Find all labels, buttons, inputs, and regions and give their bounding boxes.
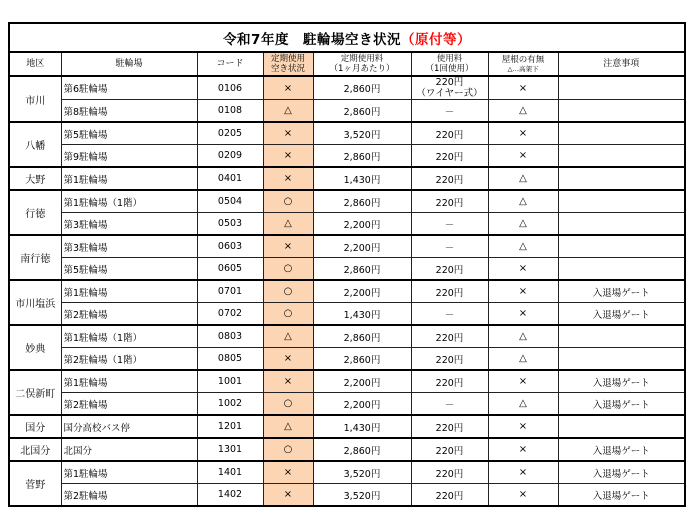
single-fee-cell: 220円 (411, 167, 488, 190)
district-cell: 妙典 (9, 325, 61, 370)
availability-cell: △ (263, 100, 313, 123)
page-title (9, 23, 685, 52)
parking-name-cell: 第3駐輪場 (61, 213, 197, 236)
code-cell: 0205 (197, 122, 263, 145)
header-roof-line2: △…高架下 (507, 65, 539, 73)
roof-cell: △ (488, 393, 558, 416)
availability-cell: × (263, 348, 313, 371)
code-cell: 0605 (197, 258, 263, 281)
availability-cell: × (263, 461, 313, 484)
code-cell: 1301 (197, 438, 263, 461)
code-cell: 1201 (197, 415, 263, 438)
notes-cell: 入退場ゲート (558, 393, 685, 416)
table-row (9, 213, 685, 236)
notes-cell (558, 100, 685, 123)
single-fee-value: 220円 (435, 77, 464, 88)
roof-cell: × (488, 484, 558, 507)
parking-name-cell: 第9駐輪場 (61, 145, 197, 168)
header-single-fee-line1: 使用料 (436, 54, 463, 64)
single-fee-cell: 220円 (411, 190, 488, 213)
table-row (9, 190, 685, 213)
header-single-fee-line2: （1回使用） (425, 64, 474, 74)
notes-cell (558, 190, 685, 213)
availability-cell: × (263, 145, 313, 168)
header-roof-line1: 屋根の有無 (501, 55, 545, 65)
single-fee-cell: 220円 (411, 438, 488, 461)
table-row (9, 415, 685, 438)
district-cell: 二俣新町 (9, 370, 61, 415)
single-fee-cell: － (411, 235, 488, 258)
district-cell: 大野 (9, 167, 61, 190)
table-row (9, 325, 685, 348)
availability-cell: × (263, 370, 313, 393)
code-cell: 1001 (197, 370, 263, 393)
roof-cell: × (488, 370, 558, 393)
single-fee-note: （ワイヤー式） (416, 88, 483, 99)
monthly-fee-cell: 3,520円 (313, 484, 411, 507)
monthly-fee-cell: 2,200円 (313, 280, 411, 303)
single-fee-cell: 220円 (411, 348, 488, 371)
roof-cell: △ (488, 167, 558, 190)
parking-name-cell: 第2駐輪場 (61, 303, 197, 326)
table-row (9, 280, 685, 303)
table-row (9, 258, 685, 281)
header-roof (488, 52, 558, 76)
code-cell: 0108 (197, 100, 263, 123)
monthly-fee-cell: 2,200円 (313, 213, 411, 236)
roof-cell: × (488, 122, 558, 145)
notes-cell: 入退場ゲート (558, 484, 685, 507)
monthly-fee-cell: 2,860円 (313, 76, 411, 100)
table-row (9, 370, 685, 393)
header-row (9, 52, 685, 76)
parking-name-cell: 第5駐輪場 (61, 258, 197, 281)
monthly-fee-cell: 2,860円 (313, 190, 411, 213)
district-cell: 国分 (9, 415, 61, 438)
single-fee-cell (411, 76, 488, 100)
single-fee-cell: 220円 (411, 484, 488, 507)
header-code: コード (197, 52, 263, 76)
roof-cell: × (488, 415, 558, 438)
monthly-fee-cell: 2,860円 (313, 258, 411, 281)
roof-cell: × (488, 303, 558, 326)
roof-cell: △ (488, 235, 558, 258)
table-row (9, 461, 685, 484)
header-availability-line2: 空き状況 (270, 64, 305, 74)
availability-cell: × (263, 484, 313, 507)
parking-availability-table (8, 22, 686, 507)
parking-name-cell: 第6駐輪場 (61, 76, 197, 100)
availability-cell: × (263, 235, 313, 258)
availability-cell: ○ (263, 280, 313, 303)
single-fee-cell: － (411, 213, 488, 236)
district-cell: 市川塩浜 (9, 280, 61, 325)
table-row (9, 167, 685, 190)
notes-cell (558, 145, 685, 168)
header-notes: 注意事項 (558, 52, 685, 76)
notes-cell (558, 167, 685, 190)
parking-name-cell: 第2駐輪場 (61, 484, 197, 507)
availability-cell: △ (263, 415, 313, 438)
roof-cell: × (488, 461, 558, 484)
header-availability (263, 52, 313, 76)
notes-cell (558, 325, 685, 348)
header-parking: 駐輪場 (61, 52, 197, 76)
code-cell: 0209 (197, 145, 263, 168)
notes-cell (558, 348, 685, 371)
notes-cell (558, 213, 685, 236)
header-monthly-fee-line1: 定期使用料 (340, 54, 384, 64)
code-cell: 0701 (197, 280, 263, 303)
notes-cell: 入退場ゲート (558, 370, 685, 393)
single-fee-cell: 220円 (411, 280, 488, 303)
table-row (9, 484, 685, 507)
roof-cell: △ (488, 325, 558, 348)
notes-cell: 入退場ゲート (558, 303, 685, 326)
monthly-fee-cell: 2,200円 (313, 370, 411, 393)
notes-cell: 入退場ゲート (558, 280, 685, 303)
code-cell: 1002 (197, 393, 263, 416)
parking-name-cell: 第1駐輪場（1階） (61, 190, 197, 213)
table-row (9, 76, 685, 100)
single-fee-cell: 220円 (411, 415, 488, 438)
monthly-fee-cell: 2,200円 (313, 235, 411, 258)
parking-name-cell: 北国分 (61, 438, 197, 461)
code-cell: 1402 (197, 484, 263, 507)
availability-cell: △ (263, 213, 313, 236)
code-cell: 0503 (197, 213, 263, 236)
roof-cell: × (488, 280, 558, 303)
roof-cell: × (488, 76, 558, 100)
monthly-fee-cell: 2,860円 (313, 348, 411, 371)
parking-name-cell: 第3駐輪場 (61, 235, 197, 258)
single-fee-cell: － (411, 393, 488, 416)
parking-name-cell: 第1駐輪場 (61, 280, 197, 303)
availability-cell: ○ (263, 393, 313, 416)
code-cell: 0504 (197, 190, 263, 213)
notes-cell (558, 415, 685, 438)
notes-cell (558, 76, 685, 100)
table-row (9, 122, 685, 145)
single-fee-cell: 220円 (411, 258, 488, 281)
code-cell: 0106 (197, 76, 263, 100)
availability-sheet (8, 22, 684, 507)
district-cell: 行徳 (9, 190, 61, 235)
parking-name-cell: 第1駐輪場 (61, 167, 197, 190)
district-cell: 北国分 (9, 438, 61, 461)
monthly-fee-cell: 2,860円 (313, 438, 411, 461)
notes-cell: 入退場ゲート (558, 438, 685, 461)
table-row (9, 145, 685, 168)
district-cell: 南行徳 (9, 235, 61, 280)
code-cell: 1401 (197, 461, 263, 484)
monthly-fee-cell: 2,860円 (313, 145, 411, 168)
monthly-fee-cell: 2,860円 (313, 100, 411, 123)
table-row (9, 303, 685, 326)
single-fee-cell: 220円 (411, 122, 488, 145)
availability-cell: ○ (263, 190, 313, 213)
header-monthly-fee-line2: （1ヶ月あたり） (329, 64, 395, 74)
roof-cell: △ (488, 213, 558, 236)
roof-cell: △ (488, 348, 558, 371)
table-row (9, 438, 685, 461)
table-body (9, 76, 685, 506)
notes-cell: 入退場ゲート (558, 461, 685, 484)
roof-cell: × (488, 145, 558, 168)
code-cell: 0803 (197, 325, 263, 348)
roof-cell: △ (488, 100, 558, 123)
availability-cell: △ (263, 325, 313, 348)
district-cell: 市川 (9, 76, 61, 122)
table-row (9, 348, 685, 371)
monthly-fee-cell: 3,520円 (313, 461, 411, 484)
code-cell: 0603 (197, 235, 263, 258)
title-highlight: （原付等） (400, 31, 471, 48)
single-fee-cell: 220円 (411, 370, 488, 393)
notes-cell (558, 258, 685, 281)
monthly-fee-cell: 1,430円 (313, 167, 411, 190)
availability-cell: ○ (263, 303, 313, 326)
table-row (9, 100, 685, 123)
notes-cell (558, 235, 685, 258)
parking-name-cell: 第1駐輪場 (61, 370, 197, 393)
parking-name-cell: 第2駐輪場 (61, 393, 197, 416)
availability-cell: × (263, 167, 313, 190)
parking-name-cell: 第5駐輪場 (61, 122, 197, 145)
header-monthly-fee (313, 52, 411, 76)
single-fee-cell: 220円 (411, 325, 488, 348)
single-fee-cell: － (411, 100, 488, 123)
roof-cell: × (488, 258, 558, 281)
parking-name-cell: 国分高校バス停 (61, 415, 197, 438)
parking-name-cell: 第2駐輪場（1階） (61, 348, 197, 371)
roof-cell: × (488, 438, 558, 461)
roof-cell: △ (488, 190, 558, 213)
header-single-fee (411, 52, 488, 76)
table-row (9, 235, 685, 258)
monthly-fee-cell: 2,860円 (313, 325, 411, 348)
parking-name-cell: 第1駐輪場 (61, 461, 197, 484)
single-fee-cell: 220円 (411, 145, 488, 168)
monthly-fee-cell: 3,520円 (313, 122, 411, 145)
single-fee-cell: － (411, 303, 488, 326)
parking-name-cell: 第8駐輪場 (61, 100, 197, 123)
monthly-fee-cell: 1,430円 (313, 415, 411, 438)
parking-name-cell: 第1駐輪場（1階） (61, 325, 197, 348)
single-fee-cell: 220円 (411, 461, 488, 484)
table-row (9, 393, 685, 416)
availability-cell: × (263, 122, 313, 145)
title-main: 令和7年度 駐輪場空き状況 (223, 31, 401, 48)
code-cell: 0702 (197, 303, 263, 326)
monthly-fee-cell: 1,430円 (313, 303, 411, 326)
availability-cell: × (263, 76, 313, 100)
notes-cell (558, 122, 685, 145)
district-cell: 菅野 (9, 461, 61, 506)
monthly-fee-cell: 2,200円 (313, 393, 411, 416)
availability-cell: ○ (263, 258, 313, 281)
district-cell: 八幡 (9, 122, 61, 167)
header-availability-line1: 定期使用 (270, 54, 305, 64)
code-cell: 0805 (197, 348, 263, 371)
header-district: 地区 (9, 52, 61, 76)
code-cell: 0401 (197, 167, 263, 190)
availability-cell: ○ (263, 438, 313, 461)
